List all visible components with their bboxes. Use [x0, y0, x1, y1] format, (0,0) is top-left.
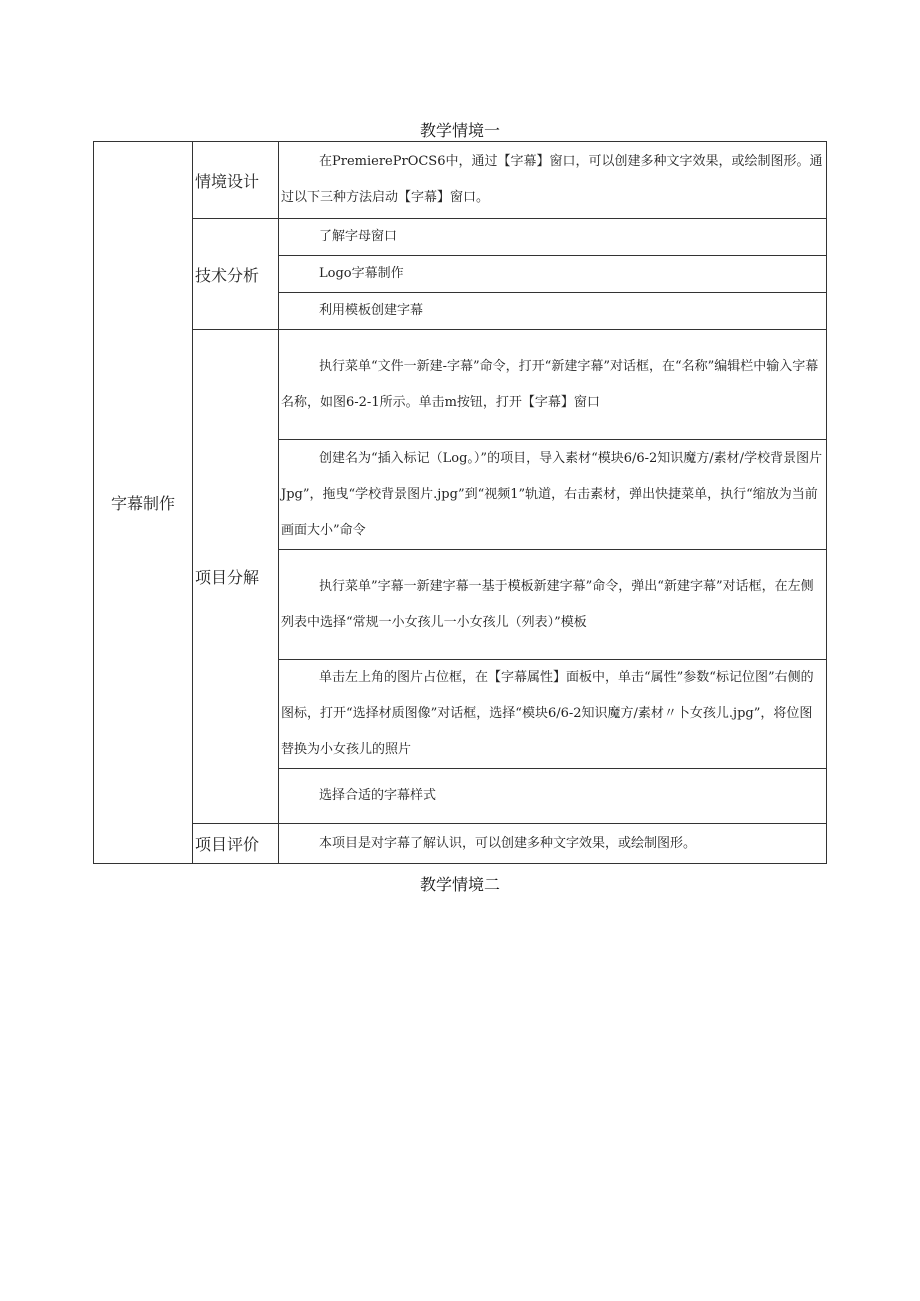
breakdown-step: 选择合适的字幕样式 [279, 769, 827, 824]
main-topic-label: 字幕制作 [94, 142, 193, 864]
design-text: 在PremierePrOCS6中，通过【字幕】窗口，可以创建多种文字效果，或绘制图形。通过以下三种方法启动【字幕】窗口。 [279, 142, 827, 219]
teaching-scenario-table [93, 141, 827, 864]
section-label-analysis: 技术分析 [193, 219, 279, 330]
section-label-design: 情境设计 [193, 142, 279, 219]
analysis-item: 利用模板创建字幕 [279, 293, 827, 330]
document-title-two: 教学情境二 [419, 875, 500, 894]
analysis-item: 了解字母窗口 [279, 219, 827, 256]
section-label-breakdown: 项目分解 [193, 330, 279, 824]
document-title-one: 教学情境一 [419, 121, 500, 140]
breakdown-step: 创建名为“插入标记（Log。）”的项目，导入素材“模块6/6-2知识魔方/素材/学校背景图片Jpg”，拖曳“学校背景图片.jpg”到“视频1”轨道，右击素材，弹出快捷菜单，执行“缩放为当前画面大小”命令 [279, 440, 827, 550]
breakdown-step: 执行菜单“文件一新建-字幕”命令，打开“新建字幕”对话框，在“名称”编辑栏中输入字幕名称，如图6-2-1所示。单击m按钮，打开【字幕】窗口 [279, 330, 827, 440]
section-label-evaluation: 项目评价 [193, 824, 279, 864]
evaluation-text: 本项目是对字幕了解认识，可以创建多种文字效果，或绘制图形。 [279, 824, 827, 864]
breakdown-step: 单击左上角的图片占位框，在【字幕属性】面板中，单击“属性”参数“标记位图”右侧的图标，打开“选择材质图像”对话框，选择“模块6/6-2知识魔方/素材〃卜女孩儿.jpg”，将位图替换为小女孩儿的照片 [279, 660, 827, 769]
analysis-item: Logo字幕制作 [279, 256, 827, 293]
breakdown-step: 执行菜单”字幕一新建字幕一基于模板新建字幕”命令，弹出“新建字幕”对话框，在左侧列表中选择“常规一小女孩儿一小女孩儿（列表）”模板 [279, 550, 827, 660]
